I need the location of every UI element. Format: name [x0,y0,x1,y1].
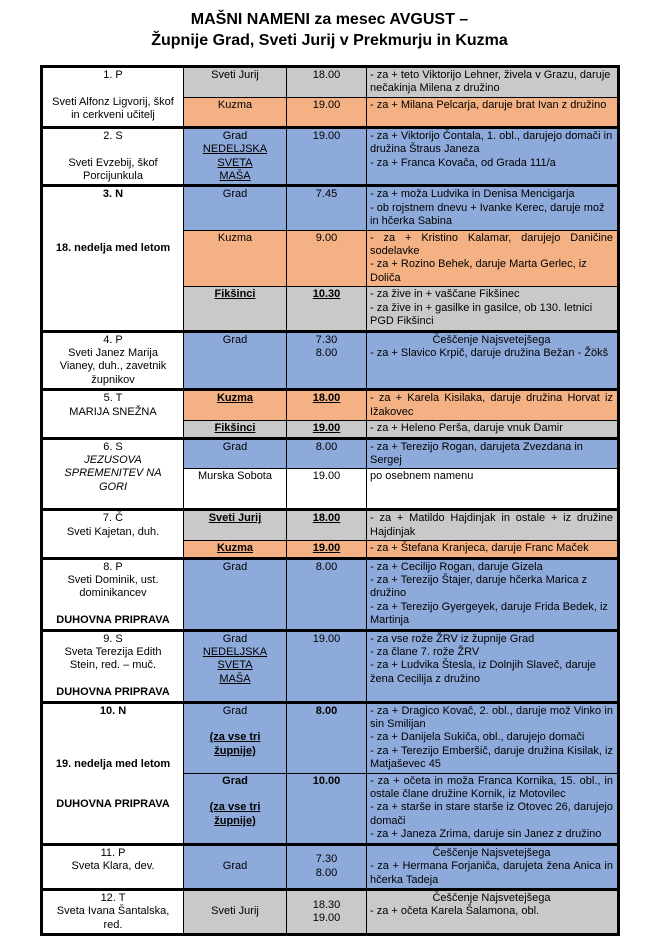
table-row [42,438,619,469]
text-line: NEDELJSKA [202,646,268,658]
text-line: - za + starše in stare starše iz Otovec 26, darujejo domači [370,801,613,827]
time-cell [287,331,367,390]
time-cell [287,421,367,438]
location-cell [184,844,287,889]
page-title [0,0,659,51]
location-cell [184,97,287,127]
text-line: MAŠA [219,672,251,685]
text-line: Kuzma [217,98,253,111]
text-line: - za + Karela Kisilaka, daruje družina Horvat iz Ižakovec [370,392,613,418]
text-line: - za + Rozino Behek, daruje Marta Gerlec, iz Doliča [370,258,587,284]
text-line: 7.30 [315,333,338,346]
day-cell [42,438,184,510]
text-line: - za + Heleno Perša, daruje vnuk Damir [370,422,563,435]
text-line: 18.30 [312,898,341,911]
table-row [42,510,619,541]
text-line: Sveti Kajetan, duh. [66,525,160,538]
intention-cell [367,97,619,127]
table-body [42,67,619,935]
location-cell [184,469,287,510]
text-line: župnije) [214,744,256,757]
text-line: Sveta Klara, dev. [71,860,155,873]
time-cell [287,541,367,558]
text-line: - za + Terezijo Štajer, daruje hčerka Marica z družino [370,573,588,600]
text-line [45,143,181,156]
intention-cell [367,438,619,469]
text-line: 18. nedelja med letom [55,242,171,255]
text-line: Grad [222,440,248,453]
text-line: 12. T [100,891,126,904]
text-line: SPREMENITEV NA [64,467,162,480]
text-line: Stein, red. – muč. [69,659,157,672]
title-line-1: MAŠNI NAMENI za mesec AVGUST – [190,11,469,28]
text-line: 8.00 [315,440,338,453]
text-line: 19.00 [312,632,341,645]
time-cell [287,97,367,127]
intention-cell [367,127,619,186]
intention-cell [367,331,619,390]
text-line: Kuzma [216,542,254,555]
intention-cell [367,844,619,889]
intention-cell [367,558,619,630]
text-line: 1. P [103,69,123,81]
text-line [45,673,181,686]
text-line: Fikšinci [214,288,256,301]
table-row [42,630,619,702]
location-cell [184,287,287,331]
text-line: - za + Janeza Zrima, daruje sin Janez z družino [370,828,602,841]
text-line: 10. N [99,704,127,717]
time-cell [287,558,367,630]
text-line: Vianey, duh., zavetnik [59,360,167,373]
time-cell [287,510,367,541]
text-line: 5. T [103,392,123,405]
text-line: 18.00 [312,69,341,81]
text-line: Sveta Ivana Šantalska, [56,905,170,918]
text-line: DUHOVNA PRIPRAVA [56,614,170,627]
text-line: - za + Terezijo Gyergeyek, daruje Frida Bedek, iz Martinja [370,600,608,627]
text-line: in cerkveni učitelj [71,109,155,122]
intention-cell [367,541,619,558]
text-line: - za + Slavico Krpič, daruje družina Bežan - Žökš [370,346,609,359]
text-line [45,215,181,228]
text-line: 8. P [103,560,123,573]
text-line: - za žive in + vaščane Fikšinec [370,288,520,301]
text-line: DUHOVNA PRIPRAVA [56,798,170,811]
text-line: - za + teto Viktorijo Lehner, živela v Grazu, daruje nečakinja Milena z družino [370,69,611,95]
text-line: Grad [222,188,248,201]
day-cell [42,889,184,934]
day-cell [42,510,184,558]
text-line: Kuzma [216,392,254,405]
text-line: po osebnem namenu [370,470,474,483]
text-line: - za + Danijela Sukiča, obl., darujejo domači [370,731,585,744]
text-line: - za + očeta in moža Franca Kornika, 15. obl., in ostale člane družine Kornik, iz Motovilec [370,774,613,801]
text-line: Grad [222,774,248,787]
text-line: NEDELJSKA [202,143,268,156]
intention-cell [367,186,619,230]
day-cell [42,67,184,128]
text-line: 4. P [103,333,123,346]
text-line: 7. Č [102,512,124,525]
text-line: JEZUSOVA [84,453,142,466]
text-line: SVETA [217,156,253,169]
text-line: - za žive in + gasilke in gasilce, ob 130. letnici PGD Fikšinci [370,301,593,328]
text-line: - za + moža Ludvika in Denisa Mencigarja [370,188,575,201]
location-cell [184,541,287,558]
text-line: (za vse tri [209,731,261,744]
day-cell [42,127,184,186]
time-cell [287,630,367,702]
text-line: 19.00 [312,422,341,435]
location-cell [184,773,287,844]
text-line: 8.00 [315,704,338,717]
text-line: - za vse rože ŽRV iz župnije Grad [370,632,535,645]
location-cell [184,558,287,630]
text-line: Sveti Jurij [208,512,262,525]
text-line: 19. nedelja med letom [55,758,171,771]
text-line: župnikov [91,373,135,386]
text-line: 7.30 [315,853,338,866]
table-row [42,390,619,421]
table-row [42,558,619,630]
intention-cell [367,889,619,934]
text-line: GORI [98,480,128,493]
text-line: MAŠA [219,170,251,183]
text-line: Grad [222,560,248,573]
text-line [45,785,181,798]
text-line [45,745,181,758]
text-line: red. [103,918,123,931]
location-cell [184,67,287,98]
text-line: Sveti Janez Marija [68,346,158,359]
time-cell [287,186,367,230]
location-cell [184,127,287,186]
text-line: 7.45 [315,188,338,201]
intention-cell [367,469,619,510]
day-cell [42,630,184,702]
text-line: Sveti Jurij [211,69,259,81]
intention-cell [367,702,619,773]
text-line: Grad [222,129,248,142]
time-cell [287,127,367,186]
text-line: Grad [222,704,248,717]
time-cell [287,230,367,287]
time-cell [287,773,367,844]
text-line: Grad [222,333,248,346]
table-row [42,889,619,934]
table-row [42,67,619,98]
text-line [45,82,181,95]
intention-cell [367,510,619,541]
text-line: (za vse tri [209,801,261,814]
location-cell [184,438,287,469]
location-cell [184,510,287,541]
text-line: Kuzma [217,231,253,244]
text-line: Češčenje Najsvetejšega [432,846,551,859]
text-line: - za + Hermana Forjaniča, darujeta žena Anica in hčerka Tadeja [370,860,613,886]
text-line: - za + Terezijo Emberšič, daruje družina Kisilak, iz Matjaševec 45 [370,744,613,771]
title-line-2: Župnije Grad, Sveti Jurij v Prekmurju in Kuzma [151,32,508,49]
text-line [45,202,181,215]
text-line: 6. S [103,440,123,453]
text-line: 11. P [100,846,126,859]
time-cell [287,702,367,773]
location-cell [184,630,287,702]
text-line: SVETA [217,659,253,672]
table-row [42,186,619,230]
text-line: - za + Štefana Kranjeca, daruje Franc Maček [370,542,589,555]
time-cell [287,889,367,934]
table-row [42,127,619,186]
intention-cell [367,390,619,421]
text-line: Murska Sobota [198,470,272,483]
text-line: župnije) [214,814,256,827]
text-line: Fikšinci [214,422,256,435]
time-cell [287,390,367,421]
text-line: Grad [222,860,248,873]
text-line: 19.00 [312,912,341,925]
table-row [42,702,619,773]
day-cell [42,390,184,438]
text-line: 18.00 [312,512,341,525]
text-line: DUHOVNA PRIPRAVA [56,686,170,699]
text-line: 19.00 [312,129,341,142]
text-line: 10.00 [312,774,341,787]
location-cell [184,331,287,390]
intention-cell [367,67,619,98]
day-cell [42,186,184,331]
text-line: Češčenje Najsvetejšega [432,891,551,904]
text-line [45,229,181,242]
location-cell [184,702,287,773]
location-cell [184,230,287,287]
time-cell [287,844,367,889]
intention-cell [367,287,619,331]
table-row [42,331,619,390]
location-cell [184,390,287,421]
text-line: - za + Dragico Kovač, 2. obl., daruje mož Vinko in sin Smilijan [370,704,613,731]
text-line [45,731,181,744]
text-line: - za + očeta Karela Šalamona, obl. [370,905,540,918]
text-line: MARIJA SNEŽNA [69,405,157,418]
location-cell [184,186,287,230]
mass-intentions-table [40,65,620,936]
location-cell [184,889,287,934]
text-line: 8.00 [315,866,338,879]
text-line [45,601,181,614]
text-line [45,718,181,731]
text-line: Sveti Evzebij, škof [68,156,158,169]
text-line: - za + Kristino Kalamar, darujejo Daničine sodelavke [370,231,613,258]
text-line: 10.30 [312,288,341,301]
text-line: Sveti Jurij [211,905,259,918]
text-line: 19.00 [312,98,341,111]
text-line [186,788,284,801]
text-line [45,772,181,785]
text-line: - za + Milana Pelcarja, daruje brat Ivan z družino [370,98,607,111]
text-line: Grad [222,632,248,645]
intention-cell [367,630,619,702]
text-line [186,718,284,731]
day-cell [42,331,184,390]
time-cell [287,438,367,469]
text-line: 3. N [102,188,124,201]
intention-cell [367,421,619,438]
time-cell [287,469,367,510]
text-line: 8.00 [315,346,338,359]
day-cell [42,702,184,844]
day-cell [42,558,184,630]
time-cell [287,67,367,98]
text-line: 19.00 [312,542,341,555]
day-cell [42,844,184,889]
text-line: 9.00 [315,231,338,244]
text-line: - za člane 7. rože ŽRV [370,646,480,658]
text-line: - za + Viktorijo Čontala, 1. obl., darujejo domači in družina Štraus Janeza [370,129,613,156]
time-cell [287,287,367,331]
text-line: 18.00 [312,392,341,405]
text-line: - za + Matildo Hajdinjak in ostale + iz družine Hajdinjak [370,512,613,538]
table-row [42,844,619,889]
text-line: Češčenje Najsvetejšega [432,333,551,346]
text-line: - ob rojstnem dnevu + Ivanke Kerec, daruje mož in hčerka Sabina [370,201,605,228]
text-line: - za + Ludvika Štesla, iz Dolnjih Slaveč, daruje žena Cecilija z družino [370,659,596,685]
text-line: 2. S [103,129,123,142]
location-cell [184,421,287,438]
text-line: - za + Cecilijo Rogan, daruje Gizela [370,560,543,573]
text-line: dominikancev [79,587,147,600]
text-line: - za + Terezijo Rogan, darujeta Zvezdana in Sergej [370,440,583,466]
text-line: 8.00 [315,560,338,573]
text-line: 9. S [103,632,123,645]
intention-cell [367,773,619,844]
text-line: Sveti Alfonz Ligvorij, škof [52,95,174,108]
text-line: 19.00 [312,470,341,483]
text-line: Sveti Dominik, ust. [67,573,159,586]
intention-cell [367,230,619,287]
text-line: Porcijunkula [83,170,143,183]
text-line: - za + Franca Kovača, od Grada 111/a [370,156,556,169]
text-line: Sveta Terezija Edith [64,646,162,658]
